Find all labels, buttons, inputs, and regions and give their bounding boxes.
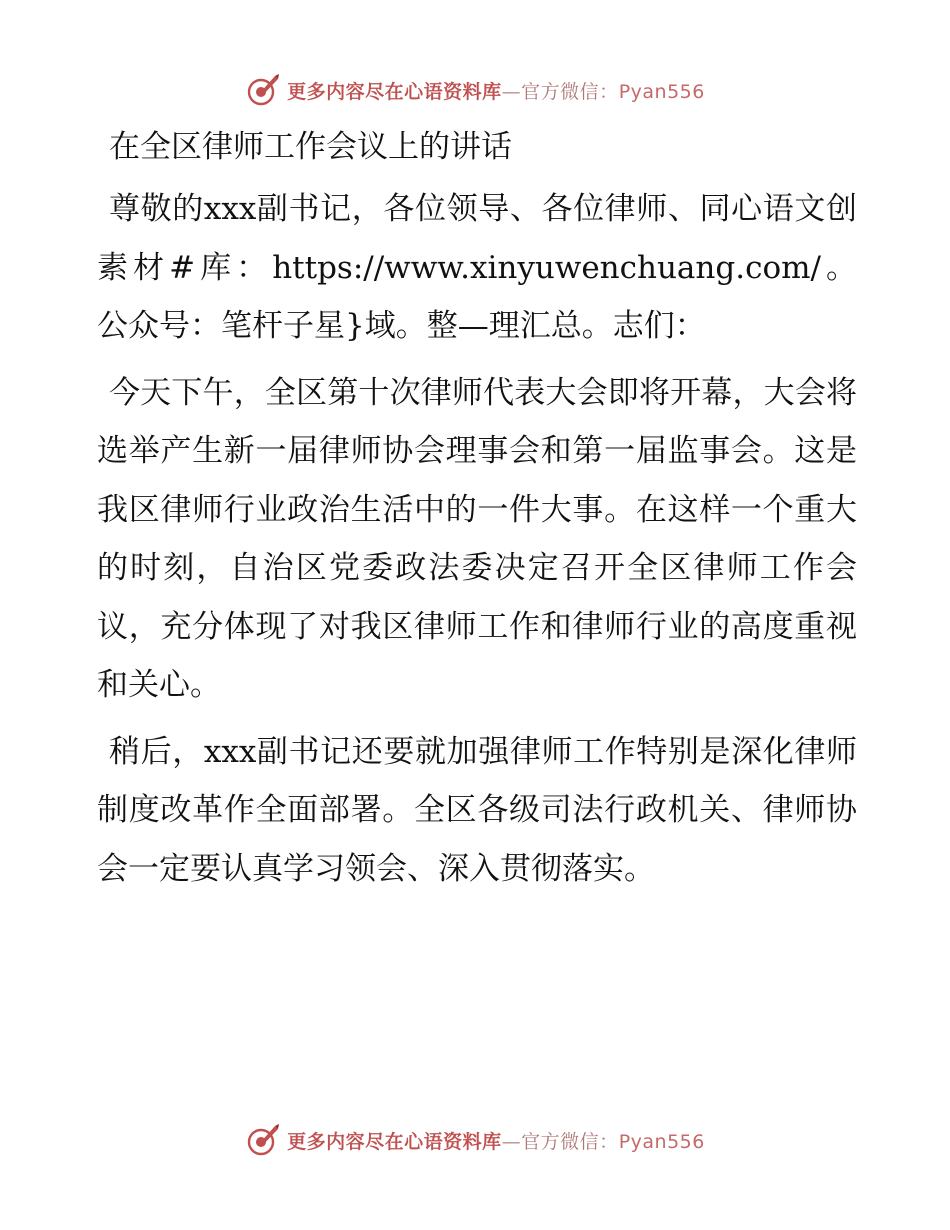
banner-account: Pyan556	[618, 80, 705, 103]
paragraph-1: 尊敬的xxx副书记，各位领导、各位律师、同心语文创素材#库：https://www.xinyuwenchuang.com/。公众号：笔杆子星}域。整—理汇总。志们：	[97, 191, 857, 344]
banner-brand: 更多内容尽在心语资料库	[287, 80, 502, 103]
banner-brand: 更多内容尽在心语资料库	[287, 1130, 502, 1153]
banner-wechat-label: 官方微信：	[521, 80, 619, 103]
banner-wechat-label: 官方微信：	[521, 1130, 619, 1153]
paragraph-3: 稍后，xxx副书记还要就加强律师工作特别是深化律师制度改革作全面部署。全区各级司法行政机关、律师协会一定要认真学习领会、深入贯彻落实。	[97, 733, 857, 887]
banner-separator: —	[501, 1130, 522, 1153]
banner-text	[287, 1127, 705, 1154]
paragraph-2: 今天下午，全区第十次律师代表大会即将开幕，大会将选举产生新一届律师协会理事会和第一届监事会。这是我区律师行业政治生活中的一件大事。在这样一个重大的时刻，自治区党委政法委决定召开全区律师工作会议，充分体现了对我区律师工作和律师行业的高度重视和关心。	[97, 374, 857, 703]
banner-separator: —	[501, 80, 522, 103]
document-title: 在全区律师工作会议上的讲话	[109, 129, 512, 165]
header-banner	[0, 70, 950, 110]
quill-logo-icon	[245, 72, 281, 108]
document-body	[97, 122, 857, 906]
banner-text	[287, 77, 705, 104]
banner-account: Pyan556	[618, 1130, 705, 1153]
footer-banner	[0, 1120, 950, 1160]
quill-logo-icon	[245, 1122, 281, 1158]
